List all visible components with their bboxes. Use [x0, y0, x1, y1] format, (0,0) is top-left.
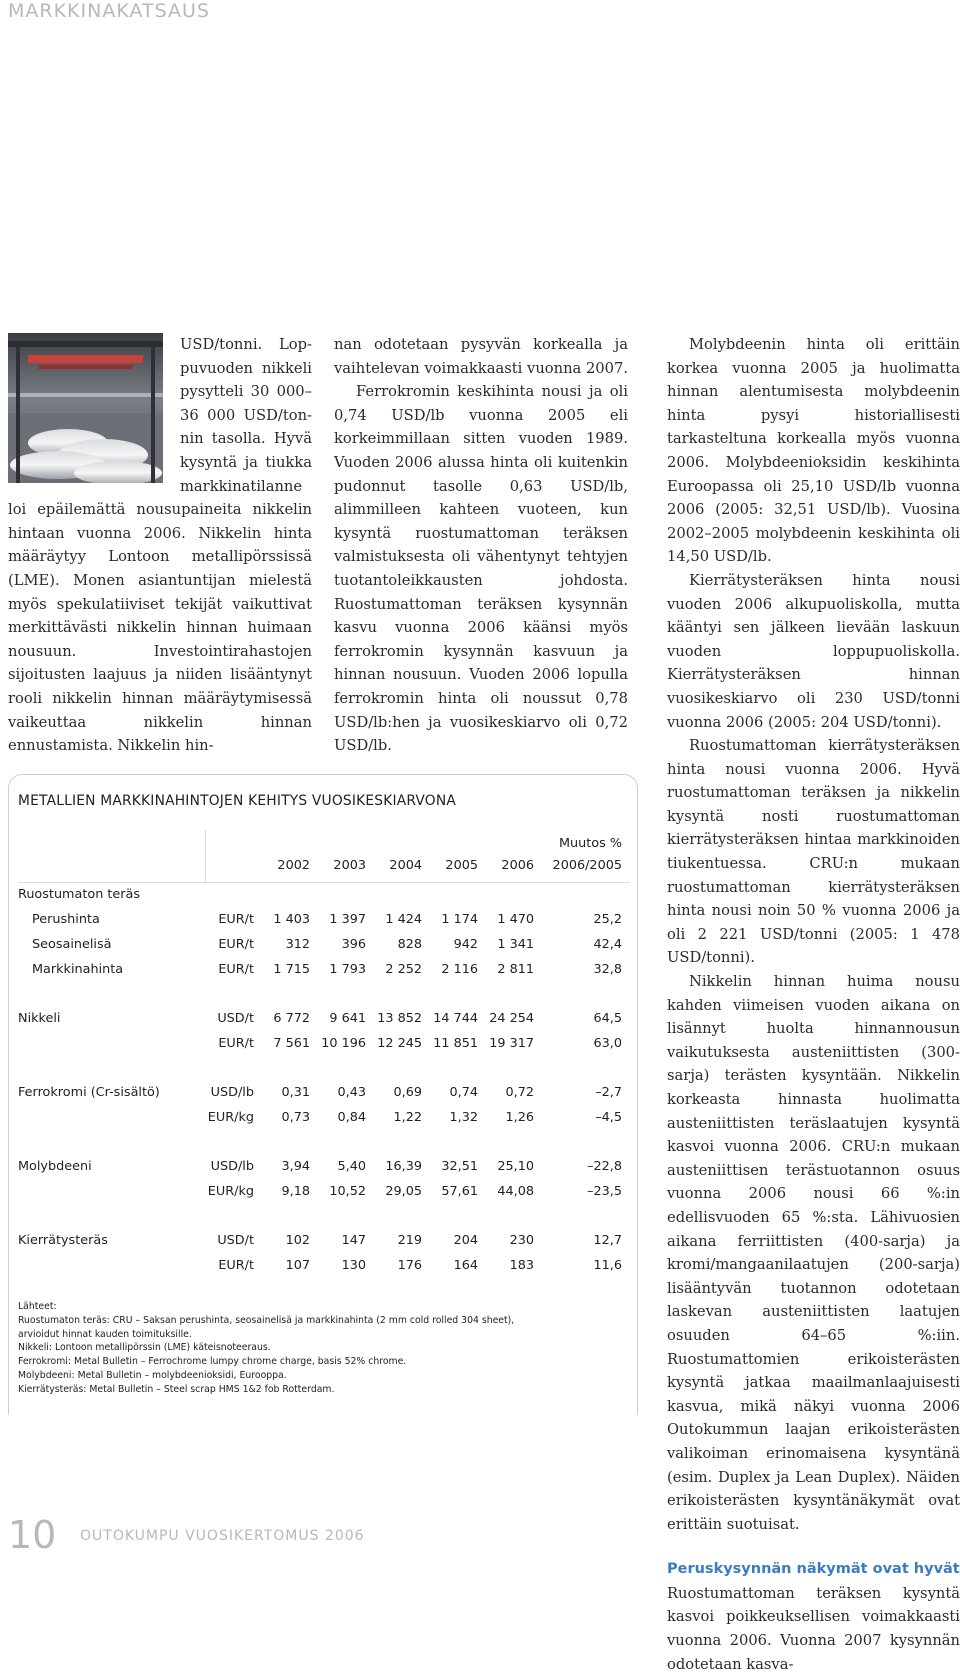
- value-cell: 2 811: [497, 962, 534, 977]
- paragraph: Molybdeenin hinta oli erittäin korkea vuonna 2005 ja huolimatta hinnan alentumisesta molybdeenin hinta pysyi historiallisesti tarkasteltuna korkealla myös vuonna 2006. Molybdeenioksidin keskihinta Euroopassa oli 25,10 USD/lb vuonna 2006 (2005: 32,51 USD/lb). Vuosina 2002–2005 molybdeenin keskihinta oli 14,50 USD/lb.: [667, 336, 960, 566]
- value-cell: 130: [341, 1258, 366, 1273]
- value-cell: 176: [397, 1258, 422, 1273]
- source-line: Lähteet:: [18, 1301, 57, 1312]
- value-cell: 312: [285, 937, 310, 952]
- group-row: [18, 1229, 630, 1254]
- change-cell: –23,5: [587, 1184, 622, 1199]
- value-cell: 13 852: [377, 1011, 422, 1026]
- value-cell: 1 424: [385, 912, 422, 927]
- wrapped-line: pysytteli 30 000–: [180, 383, 312, 401]
- year-header: 2003: [333, 858, 366, 873]
- group-row: [18, 1081, 630, 1106]
- value-cell: 1,32: [449, 1110, 478, 1125]
- value-cell: 1 793: [329, 962, 366, 977]
- value-cell: 183: [509, 1258, 534, 1273]
- value-cell: 1 174: [441, 912, 478, 927]
- unit-cell: EUR/t: [218, 962, 254, 977]
- table-row: [18, 1032, 630, 1057]
- unit-cell: EUR/t: [218, 912, 254, 927]
- table-row: [18, 1180, 630, 1205]
- unit-cell: USD/lb: [210, 1159, 254, 1174]
- change-cell: 63,0: [593, 1036, 622, 1051]
- year-header: 2004: [389, 858, 422, 873]
- value-cell: 0,43: [337, 1085, 366, 1100]
- table-title: METALLIEN MARKKINAHINTOJEN KEHITYS VUOSIKESKIARVONA: [18, 793, 457, 809]
- change-cell: 64,5: [593, 1011, 622, 1026]
- value-cell: 1 341: [497, 937, 534, 952]
- year-header: 2006: [501, 858, 534, 873]
- source-line: arvioidut hinnat kauden toimituksille.: [18, 1328, 192, 1340]
- value-cell: 1 470: [497, 912, 534, 927]
- change-cell: 12,7: [593, 1233, 622, 1248]
- unit-cell: EUR/t: [218, 1036, 254, 1051]
- value-cell: 11 851: [433, 1036, 478, 1051]
- wrapped-line: 36 000 USD/ton-: [180, 406, 312, 424]
- row-label: Markkinahinta: [32, 962, 124, 977]
- section-header: MARKKINAKATSAUS: [8, 0, 210, 22]
- group-label: Molybdeeni: [18, 1159, 92, 1174]
- value-cell: 44,08: [497, 1184, 534, 1199]
- wrapped-line: USD/tonni. Lop-: [180, 336, 312, 353]
- value-cell: 25,10: [497, 1159, 534, 1174]
- value-cell: 7 561: [273, 1036, 310, 1051]
- table-row: [18, 933, 630, 958]
- subheading: Peruskysynnän näkymät ovat hyvät: [667, 1561, 960, 1578]
- change-header: Muutos %: [558, 836, 622, 851]
- value-cell: 0,74: [449, 1085, 478, 1100]
- value-cell: 219: [397, 1233, 422, 1248]
- value-cell: 57,61: [441, 1184, 478, 1199]
- change-cell: –2,7: [595, 1085, 622, 1100]
- change-header: 2006/2005: [552, 858, 622, 873]
- value-cell: 10,52: [329, 1184, 366, 1199]
- paragraph: loi epäilemättä nousupaineita nikkelin hintaan vuonna 2006. Nikkelin hinta määräytyy Lontoon metallipörssissä (LME). Monen asiantuntijan mielestä myös spekulatiiviset tekijät vaikuttivat merkittävästi nikkelin hinnan huimaan nousuun. Investointirahastojen sijoitusten laajuus ja niiden lisääntynyt rooli nikkelin hinnan määräytymisessä vaikeuttaa nikkelin hinnan ennustamista. Nikkelin hin-: [8, 501, 312, 755]
- table-row: [18, 958, 630, 983]
- paragraph: nan odotetaan pysyvän korkealla ja vaihtelevan voimakkaasti vuonna 2007.: [334, 336, 629, 377]
- wrapped-line: puvuoden nikkeli: [180, 359, 312, 377]
- value-cell: 9,18: [281, 1184, 310, 1199]
- table-header-row: [18, 830, 630, 883]
- wrapped-line: kysyntä ja tiukka: [180, 453, 312, 471]
- source-line: Nikkeli: Lontoon metallipörssin (LME) käteisnoteeraus.: [18, 1342, 271, 1354]
- value-cell: 1 715: [273, 962, 310, 977]
- value-cell: 19 317: [489, 1036, 534, 1051]
- value-cell: 6 772: [273, 1011, 310, 1026]
- paragraph: Kierrätysteräksen hinta nousi vuoden 2006 alkupuoliskolla, mutta kääntyi sen jälkeen lievään laskuun vuoden loppupuoliskolla. Kierrätysteräksen hinnan vuosikeskiarvo oli 230 USD/tonni vuonna 2006 (2005: 204 USD/tonni).: [667, 571, 960, 731]
- value-cell: 5,40: [337, 1159, 366, 1174]
- unit-cell: USD/t: [217, 1233, 254, 1248]
- paragraph: Ruostumattoman kierrätysteräksen hinta nousi vuonna 2006. Hyvä ruostumattoman teräksen ja nikkelin kysyntä nosti ruostumattoman kierrätysteräksen hintaa markkinoiden tiukentuessa. CRU:n mukaan ruostumattoman kierrätysteräksen hinta nousi noin 50 % vuonna 2006 ja oli 2 221 USD/tonni (2005: 1 478 USD/tonni).: [667, 737, 960, 967]
- page-number: 10: [8, 1513, 57, 1557]
- paragraph: Ferrokromin keskihinta nousi ja oli 0,74 USD/lb vuonna 2005 eli korkeimmillaan sitten vuoden 1989. Vuoden 2006 alussa hinta oli kuitenkin pudonnut tasolle 0,63 USD/lb, alimmilleen kahteen vuoteen, kun kysyntä ruostumattoman teräksen valmistuksesta oli vähentynyt tehtyjen tuotantoleikkausten johdosta. Ruostumattoman teräksen kysynnän kasvu vuonna 2006 käänsi myös ferrokromin kysynnän kasvuun ja hinnan nousuun. Vuoden 2006 lopulla ferrokromin hinta oli noussut 0,78 USD/lb:hen ja vuosikeskiarvo oli 0,72 USD/lb.: [334, 383, 628, 755]
- unit-cell: USD/t: [217, 1011, 254, 1026]
- paragraph: Nikkelin hinnan huima nousu kahden viimeisen vuoden aikana on lisännyt huolta hinnannousun vaikutuksesta austeniittisten (300-sarja) terästen kysyntään. Nikkelin korkeasta hinnasta huolimatta austeniittisten teräslaatujen kysyntä kasvoi vuonna 2006. CRU:n mukaan austeniittisen terästuotannon osuus vuonna 2006 nousi 66 %:in edellisvuoden 65 %:sta. Lähivuosien aikana ferriittisten (400-sarja) ja kromi/mangaanilaatujen (200-sarja) lisääntyvän tuotannon odotetaan laskevan austeniittisten laatujen osuuden 64–65 %:iin. Ruostumattomien erikoisterästen kysyntä jatkaa maailmanlaajuisesti kasvua, mikä näkyi vuonna 2006 Outokummun laajan erikoisterästen valikoiman erinomaisena kysyntänä (esim. Duplex ja Lean Duplex). Näiden erikoisterästen kysyntänäkymät ovat erittäin suotuisat.: [667, 973, 960, 1533]
- table-row: [18, 1106, 630, 1131]
- group-label: Ruostumaton teräs: [18, 887, 141, 902]
- paragraph: Ruostumattoman teräksen kysyntä kasvoi poikkeuksellisen voimakkaasti vuonna 2006. Vuonna 2007 kysynnän odotetaan kasva-: [667, 1584, 960, 1673]
- value-cell: 942: [453, 937, 478, 952]
- value-cell: 396: [341, 937, 366, 952]
- table-row: [18, 908, 630, 933]
- wrapped-text: [180, 333, 312, 498]
- group-row: [18, 1155, 630, 1180]
- value-cell: 0,31: [281, 1085, 310, 1100]
- value-cell: 204: [453, 1233, 478, 1248]
- change-cell: 11,6: [593, 1258, 622, 1273]
- price-table: [18, 830, 630, 1279]
- value-cell: 1,22: [393, 1110, 422, 1125]
- source-line: Ferrokromi: Metal Bulletin – Ferrochrome lumpy chrome charge, basis 52% chrome.: [18, 1356, 407, 1368]
- value-cell: 16,39: [385, 1159, 422, 1174]
- unit-cell: EUR/t: [218, 937, 254, 952]
- group-row: [18, 883, 630, 908]
- unit-cell: EUR/kg: [207, 1184, 254, 1199]
- table-row: [18, 1254, 630, 1279]
- group-row: [18, 1007, 630, 1032]
- value-cell: 10 196: [321, 1036, 366, 1051]
- value-cell: 2 252: [385, 962, 422, 977]
- group-label: Kierrätysteräs: [18, 1233, 108, 1248]
- text-column-2: [334, 333, 628, 758]
- value-cell: 0,72: [505, 1085, 534, 1100]
- change-cell: 32,8: [593, 962, 622, 977]
- row-label: Seosainelisä: [32, 937, 112, 952]
- value-cell: 24 254: [489, 1011, 534, 1026]
- value-cell: 230: [509, 1233, 534, 1248]
- group-label: Nikkeli: [18, 1011, 61, 1026]
- group-label: Ferrokromi (Cr-sisältö): [18, 1085, 160, 1100]
- value-cell: 1 403: [273, 912, 310, 927]
- change-cell: –22,8: [587, 1159, 622, 1174]
- wrapped-line: markkinatilanne: [180, 477, 303, 495]
- table-sources: [18, 1300, 618, 1397]
- value-cell: 12 245: [377, 1036, 422, 1051]
- value-cell: 102: [285, 1233, 310, 1248]
- value-cell: 32,51: [441, 1159, 478, 1174]
- wrapped-line: nin tasolla. Hyvä: [180, 430, 312, 448]
- value-cell: 0,69: [393, 1085, 422, 1100]
- value-cell: 14 744: [433, 1011, 478, 1026]
- value-cell: 9 641: [329, 1011, 366, 1026]
- text-column-1: [8, 333, 312, 758]
- publication-title: OUTOKUMPU VUOSIKERTOMUS 2006: [80, 1528, 365, 1544]
- source-line: Molybdeeni: Metal Bulletin – molybdeenioksidi, Eurooppa.: [18, 1369, 287, 1381]
- source-line: Ruostumaton teräs: CRU – Saksan perushinta, seosainelisä ja markkinahinta (2 mm cold rolled 304 sheet),: [18, 1314, 515, 1326]
- value-cell: 107: [285, 1258, 310, 1273]
- value-cell: 0,84: [337, 1110, 366, 1125]
- value-cell: 2 116: [441, 962, 478, 977]
- value-cell: 828: [397, 937, 422, 952]
- change-cell: 42,4: [593, 937, 622, 952]
- text-column-3: [667, 333, 960, 1676]
- unit-cell: EUR/t: [218, 1258, 254, 1273]
- value-cell: 147: [341, 1233, 366, 1248]
- value-cell: 1 397: [329, 912, 366, 927]
- source-line: Kierrätysteräs: Metal Bulletin – Steel scrap HMS 1&2 fob Rotterdam.: [18, 1383, 335, 1395]
- year-header: 2005: [445, 858, 478, 873]
- year-header: 2002: [277, 858, 310, 873]
- value-cell: 1,26: [505, 1110, 534, 1125]
- value-cell: 0,73: [281, 1110, 310, 1125]
- value-cell: 29,05: [385, 1184, 422, 1199]
- row-label: Perushinta: [32, 912, 100, 927]
- value-cell: 164: [453, 1258, 478, 1273]
- value-cell: 3,94: [281, 1159, 310, 1174]
- unit-cell: USD/lb: [210, 1085, 254, 1100]
- change-cell: 25,2: [593, 912, 622, 927]
- change-cell: –4,5: [595, 1110, 622, 1125]
- unit-cell: EUR/kg: [207, 1110, 254, 1125]
